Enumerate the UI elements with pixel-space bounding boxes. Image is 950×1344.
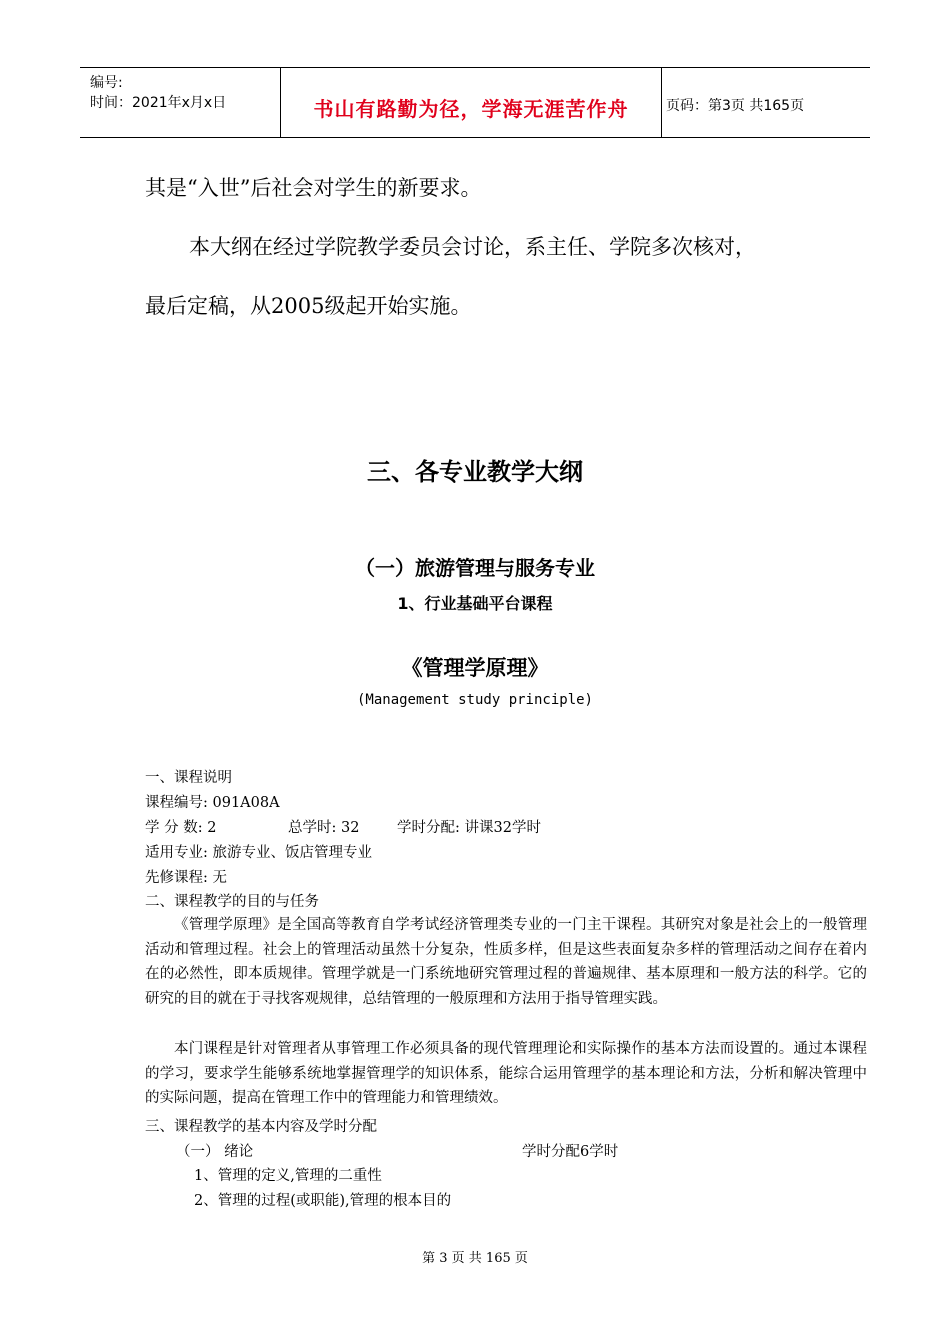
course-code: 课程编号: 091A08A: [145, 795, 280, 811]
page-header: [80, 67, 870, 138]
course-title-english: (Management study principle): [356, 692, 593, 708]
unit-item: 2、管理的过程(或职能),管理的根本目的: [194, 1193, 452, 1209]
section-heading: 三、各专业教学大纲: [367, 458, 583, 486]
course-hours-distribution: 学时分配: 讲课32学时: [397, 820, 541, 836]
body-text-line: 最后定稿，从2005级起开始实施。: [145, 294, 472, 318]
category-heading: 1、行业基础平台课程: [397, 594, 553, 613]
header-motto-cell: [281, 68, 662, 137]
course-prerequisite: 先修课程: 无: [145, 870, 227, 886]
body-text-line: 本大纲在经过学院教学委员会讨论，系主任、学院多次核对，: [189, 235, 756, 259]
section-title: 三、课程教学的基本内容及学时分配: [145, 1119, 377, 1135]
course-total-hours: 总学时: 32: [288, 820, 360, 836]
course-title: 《管理学原理》: [401, 656, 549, 680]
course-applicable-major: 适用专业: 旅游专业、饭店管理专业: [145, 845, 372, 861]
header-page-number: 页码：第3页 共165页: [666, 98, 805, 114]
header-info-cell: [80, 68, 281, 137]
course-credits: 学 分 数: 2: [145, 820, 217, 836]
section-title: 一、课程说明: [145, 770, 232, 786]
unit-item: 1、管理的定义,管理的二重性: [194, 1168, 382, 1184]
unit-title: （一） 绪论: [176, 1144, 254, 1160]
paragraph: 本门课程是针对管理者从事管理工作必须具备的现代管理理论和实际操作的基本方法而设置的。通过本课程的学习，要求学生能够系统地掌握管理学的知识体系，能综合运用管理学的基本理论和方法，分析和解决管理中的实际问题，提高在管理工作中的管理能力和管理绩效。: [145, 1041, 867, 1107]
page-footer: 第 3 页 共 165 页: [422, 1251, 528, 1266]
document-date-label: 时间：2021年x月x日: [90, 95, 227, 111]
document-number-label: 编号:: [90, 75, 123, 91]
body-text-line: 其是“入世”后社会对学生的新要求。: [145, 176, 482, 200]
section-title: 二、课程教学的目的与任务: [145, 894, 319, 910]
paragraph: 《管理学原理》是全国高等教育自学考试经济管理类专业的一门主干课程。其研究对象是社会上的一般管理活动和管理过程。社会上的管理活动虽然十分复杂，性质多样，但是这些表面复杂多样的管理活动之间存在着内在的必然性，即本质规律。管理学就是一门系统地研究管理过程的普遍规律、基本原理和一般方法的科学。它的研究的目的就在于寻找客观规律，总结管理的一般原理和方法用于指导管理实践。: [145, 917, 867, 1007]
header-page-cell: [662, 68, 870, 137]
major-heading: （一）旅游管理与服务专业: [355, 556, 595, 580]
header-motto: 书山有路勤为径，学海无涯苦作舟: [313, 97, 629, 121]
unit-hours: 学时分配6学时: [522, 1144, 619, 1160]
